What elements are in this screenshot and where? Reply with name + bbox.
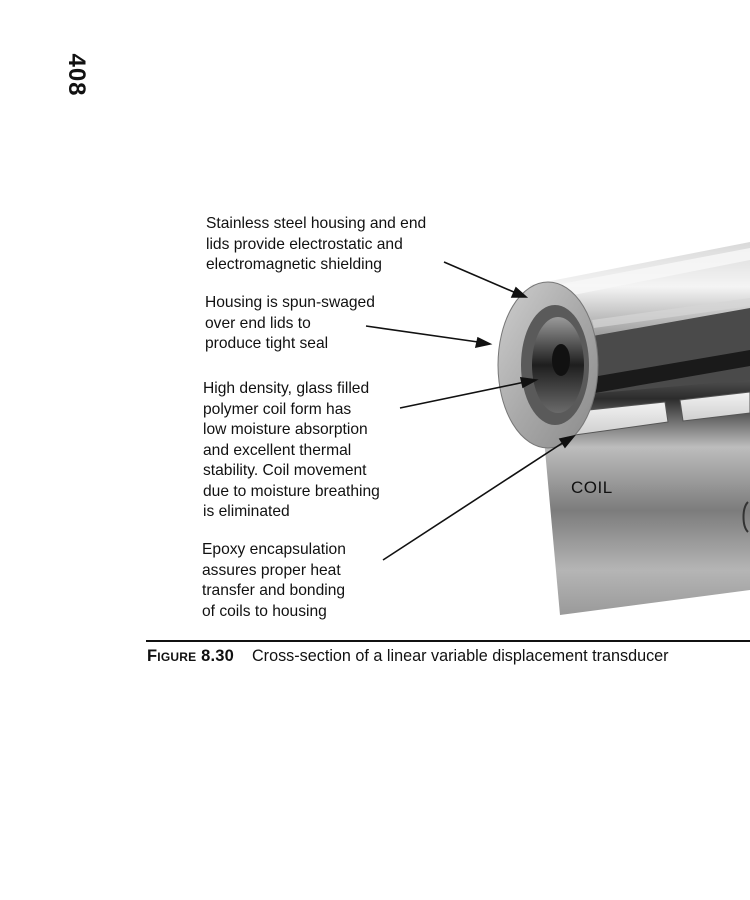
page-number: 408 bbox=[63, 53, 90, 97]
callout-coil-form: High density, glass filled polymer coil form has low moisture absorption and excellent thermal stability. Coil movement due to moisture breathing is eliminated bbox=[203, 380, 380, 520]
figure bbox=[0, 190, 750, 640]
callout-spun-swaged: Housing is spun-swaged over end lids to produce tight seal bbox=[205, 294, 375, 352]
end-cap bbox=[498, 282, 598, 448]
figure-caption bbox=[147, 645, 750, 669]
coil-label: COIL bbox=[571, 478, 613, 497]
caption-label: Figure 8.30 bbox=[147, 647, 234, 665]
caption-text: Cross-section of a linear variable displacement transducer bbox=[251, 647, 669, 665]
caption-rule bbox=[146, 640, 750, 642]
callout-epoxy: Epoxy encapsulation assures proper heat transfer and bonding of coils to housing bbox=[202, 541, 346, 620]
callout-housing: Stainless steel housing and end lids provide electrostatic and electromagnetic shielding bbox=[206, 215, 427, 273]
